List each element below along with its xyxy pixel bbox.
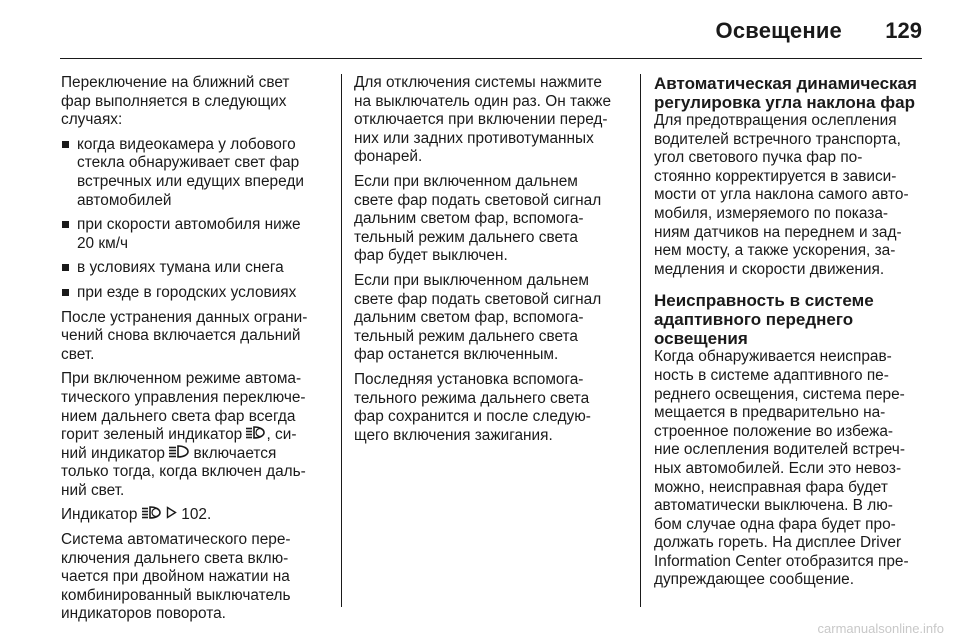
page-number: 129 xyxy=(885,18,922,43)
bullet-square-icon xyxy=(62,289,69,296)
paragraph: Для предотвращения ослепления водителей встречного транспорта, угол светового пучка фар по- стоянно корректируется в зависи- мости от угла наклона самого авто- мобиля, измеряемого по показа- ниям датчиков на переднем и зад- нем мосту, а также ускорения, за- медления и скорости движения. xyxy=(654,112,909,278)
auto-high-beam-indicator-icon xyxy=(142,506,162,519)
paragraph: Если при выключенном дальнем свете фар подать световой сигнал дальним светом фар, вспомога- тельный режим дальнего света фар останется включенным. xyxy=(354,271,602,364)
column-1 xyxy=(61,74,326,630)
paragraph: Для отключения системы нажмите на выключатель один раз. Он также отключается при включении перед- них или задних противотуманных фонарей. xyxy=(354,74,612,166)
paragraph: При включенном режиме автома- тического управления переключе- нием дальнего света фар всегда горит зеленый индикатор , си- ний индикатор включается только тогда, когда включен даль- ний свет. xyxy=(61,370,306,499)
auto-high-beam-indicator-icon xyxy=(246,426,266,439)
bullet-square-icon xyxy=(62,221,69,228)
watermark: carmanualsonline.info xyxy=(817,621,944,636)
section-heading: Автоматическая динамическая регулировка угла наклона фар xyxy=(654,74,917,112)
bullet-square-icon xyxy=(62,141,69,148)
list-item: в условиях тумана или снега xyxy=(61,259,326,278)
list-item: когда видеокамера у лобового стекла обнаруживает свет фар встречных или едущих впереди автомобилей xyxy=(61,136,326,210)
bullet-square-icon xyxy=(62,264,69,271)
column-divider-2 xyxy=(640,74,641,607)
paragraph: Переключение на ближний свет фар выполняется в следующих случаях: xyxy=(61,74,290,129)
high-beam-indicator-icon xyxy=(169,445,189,458)
paragraph: Если при включенном дальнем свете фар подать световой сигнал дальним светом фар, вспомога- тельный режим дальнего света фар будет выключен. xyxy=(354,172,602,265)
paragraph: Индикатор 102. xyxy=(61,506,212,524)
page-reference-icon[interactable] xyxy=(166,506,177,519)
paragraph: Последняя установка вспомога- тельного режима дальнего света фар сохранится и после следую- щего включения зажигания. xyxy=(354,370,591,444)
list-item: при езде в городских условиях xyxy=(61,284,326,303)
list-item: при скорости автомобиля ниже 20 км/ч xyxy=(61,216,326,253)
page-title: Освещение xyxy=(715,18,842,43)
page-header xyxy=(0,0,960,58)
paragraph: После устранения данных ограни- чений снова включается дальний свет. xyxy=(61,308,308,363)
column-3 xyxy=(654,74,926,596)
paragraph: Система автоматического пере- ключения дальнего света вклю- чается при двойном нажатии на комбинированный выключатель индикаторов поворота. xyxy=(61,531,291,623)
section-heading: Неисправность в системе адаптивного переднего освещения xyxy=(654,291,874,349)
column-2 xyxy=(354,74,626,451)
paragraph: Когда обнаруживается неисправ- ность в системе адаптивного пе- реднего освещения, система пере- мещается в предварительно на- строенное положение во избежа- ние ослепления водителей встреч- ных автомобилей. Если это невоз- можно, неисправная фара будет автоматически выключена. В лю- бом случае одна фара будет про- должать гореть. На дисплее Driver Information Center отобразится пре- дупреждающее сообщение. xyxy=(654,348,909,589)
column-divider-1 xyxy=(341,74,342,607)
header-rule xyxy=(60,58,922,59)
